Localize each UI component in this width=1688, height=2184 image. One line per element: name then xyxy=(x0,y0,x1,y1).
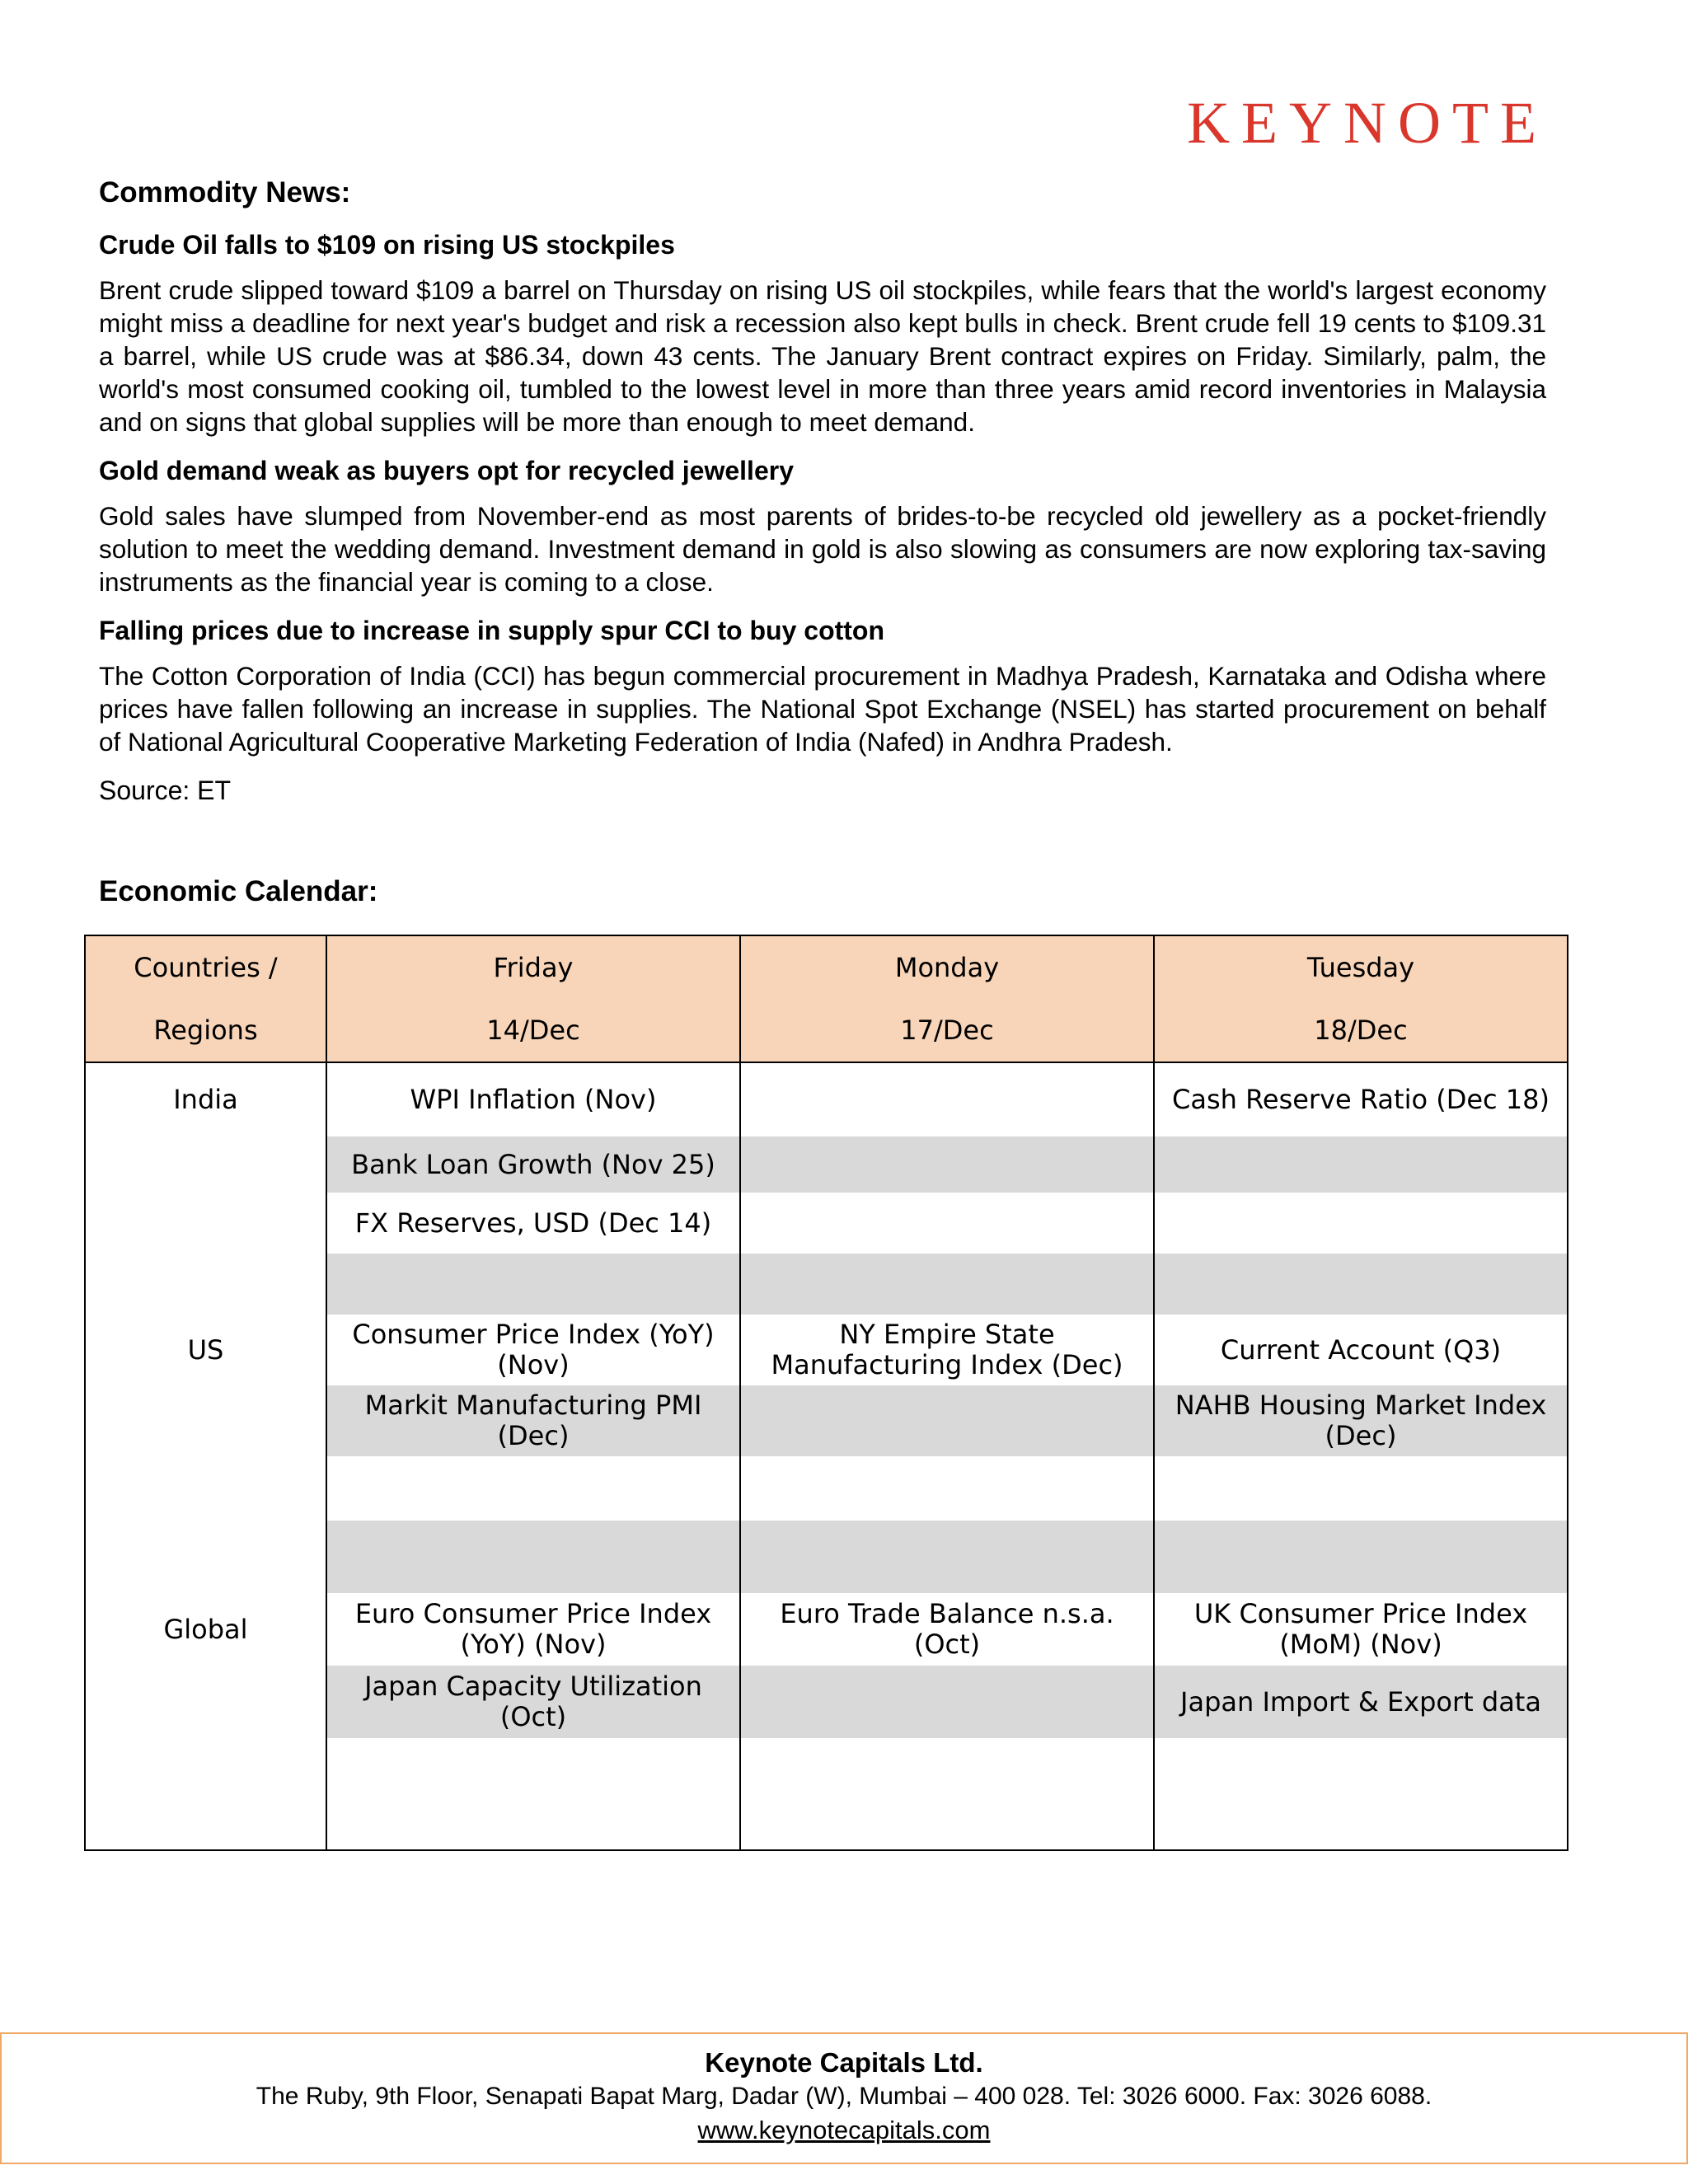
monday-cell xyxy=(740,1521,1154,1593)
calendar-header-row xyxy=(85,935,1568,1062)
tuesday-cell: Japan Import & Export data xyxy=(1154,1666,1568,1738)
table-row xyxy=(85,1593,1568,1666)
monday-cell xyxy=(740,1137,1154,1193)
tuesday-cell xyxy=(1154,1738,1568,1850)
region-cell xyxy=(85,1738,326,1850)
table-row xyxy=(85,1254,1568,1315)
header-monday: Monday 17/Dec xyxy=(740,935,1154,1062)
table-row xyxy=(85,1666,1568,1738)
table-row xyxy=(85,1062,1568,1137)
table-row xyxy=(85,1385,1568,1456)
tuesday-cell: NAHB Housing Market Index (Dec) xyxy=(1154,1385,1568,1456)
friday-cell: Markit Manufacturing PMI (Dec) xyxy=(326,1385,740,1456)
region-cell xyxy=(85,1456,326,1521)
header-tuesday: Tuesday 18/Dec xyxy=(1154,935,1568,1062)
table-row xyxy=(85,1315,1568,1385)
region-cell xyxy=(85,1521,326,1593)
table-row xyxy=(85,1137,1568,1193)
header-regions: Countries / Regions xyxy=(85,935,326,1062)
monday-cell xyxy=(740,1738,1154,1850)
news-source: Source: ET xyxy=(99,776,232,805)
table-row xyxy=(85,1521,1568,1593)
tuesday-cell xyxy=(1154,1521,1568,1593)
tuesday-cell xyxy=(1154,1456,1568,1521)
footer-company-name: Keynote Capitals Ltd. xyxy=(705,2047,983,2078)
monday-cell xyxy=(740,1666,1154,1738)
news-headline: Crude Oil falls to $109 on rising US stockpiles xyxy=(99,230,675,260)
region-cell xyxy=(85,1193,326,1254)
economic-calendar-title: Economic Calendar: xyxy=(99,875,378,907)
news-body: The Cotton Corporation of India (CCI) has begun commercial procurement in Madhya Pradesh, Karnataka and Odisha where prices have fallen following an increase in supplies. The National Spot Exchange (NSEL) has started procurement on behalf of National Agricultural Cooperative Marketing Federation of India (Nafed) in Andhra Pradesh. xyxy=(99,661,1546,757)
monday-cell xyxy=(740,1062,1154,1137)
tuesday-cell xyxy=(1154,1193,1568,1254)
news-body: Brent crude slipped toward $109 a barrel on Thursday on rising US oil stockpiles, while fears that the world's largest economy might miss a deadline for next year's budget and risk a recession also kept bulls in check. Brent crude fell 19 cents to $109.31 a barrel, while US crude was at $86.34, down 43 cents. The January Brent contract expires on Friday. Similarly, palm, the world's most consumed cooking oil, tumbled to the lowest level in more than three years amid record inventories in Malaysia and on signs that global supplies will be more than enough to meet demand. xyxy=(99,275,1546,437)
tuesday-cell: Cash Reserve Ratio (Dec 18) xyxy=(1154,1062,1568,1137)
table-row xyxy=(85,1193,1568,1254)
region-cell xyxy=(85,1385,326,1456)
monday-cell: NY Empire State Manufacturing Index (Dec) xyxy=(740,1315,1154,1385)
commodity-news-title: Commodity News: xyxy=(99,176,351,209)
news-item xyxy=(99,613,1546,758)
tuesday-cell xyxy=(1154,1137,1568,1193)
header-friday: Friday 14/Dec xyxy=(326,935,740,1062)
region-cell: India xyxy=(85,1062,326,1137)
monday-cell xyxy=(740,1254,1154,1315)
friday-cell xyxy=(326,1738,740,1850)
friday-cell: FX Reserves, USD (Dec 14) xyxy=(326,1193,740,1254)
monday-cell xyxy=(740,1193,1154,1254)
monday-cell xyxy=(740,1385,1154,1456)
monday-cell: Euro Trade Balance n.s.a. (Oct) xyxy=(740,1593,1154,1666)
footer-address: The Ruby, 9th Floor, Senapati Bapat Marg, Dadar (W), Mumbai – 400 028. Tel: 3026 6000. Fax: 3026 6088. xyxy=(256,2083,1432,2110)
friday-cell xyxy=(326,1456,740,1521)
keynote-logo: KEYNOTE xyxy=(1187,90,1548,156)
friday-cell xyxy=(326,1521,740,1593)
table-row xyxy=(85,1738,1568,1850)
news-headline: Gold demand weak as buyers opt for recycled jewellery xyxy=(99,456,794,485)
news-body: Gold sales have slumped from November-end as most parents of brides-to-be recycled old jewellery as a pocket-friendly solution to meet the wedding demand. Investment demand in gold is also slowing as consumers are now exploring tax-saving instruments as the financial year is coming to a close. xyxy=(99,501,1546,597)
economic-calendar-table xyxy=(84,935,1568,1851)
friday-cell xyxy=(326,1254,740,1315)
page-footer xyxy=(0,2032,1688,2164)
region-cell: US xyxy=(85,1315,326,1385)
tuesday-cell xyxy=(1154,1254,1568,1315)
region-cell xyxy=(85,1254,326,1315)
news-headline: Falling prices due to increase in supply spur CCI to buy cotton xyxy=(99,616,885,645)
region-cell xyxy=(85,1666,326,1738)
region-cell xyxy=(85,1137,326,1193)
friday-cell: WPI Inflation (Nov) xyxy=(326,1062,740,1137)
friday-cell: Consumer Price Index (YoY) (Nov) xyxy=(326,1315,740,1385)
commodity-news-section xyxy=(99,173,1546,808)
friday-cell: Euro Consumer Price Index (YoY) (Nov) xyxy=(326,1593,740,1666)
friday-cell: Japan Capacity Utilization (Oct) xyxy=(326,1666,740,1738)
monday-cell xyxy=(740,1456,1154,1521)
footer-website-link[interactable]: www.keynotecapitals.com xyxy=(697,2116,991,2144)
news-item xyxy=(99,453,1546,598)
tuesday-cell: Current Account (Q3) xyxy=(1154,1315,1568,1385)
tuesday-cell: UK Consumer Price Index (MoM) (Nov) xyxy=(1154,1593,1568,1666)
news-item xyxy=(99,227,1546,438)
friday-cell: Bank Loan Growth (Nov 25) xyxy=(326,1137,740,1193)
table-row xyxy=(85,1456,1568,1521)
region-cell: Global xyxy=(85,1593,326,1666)
